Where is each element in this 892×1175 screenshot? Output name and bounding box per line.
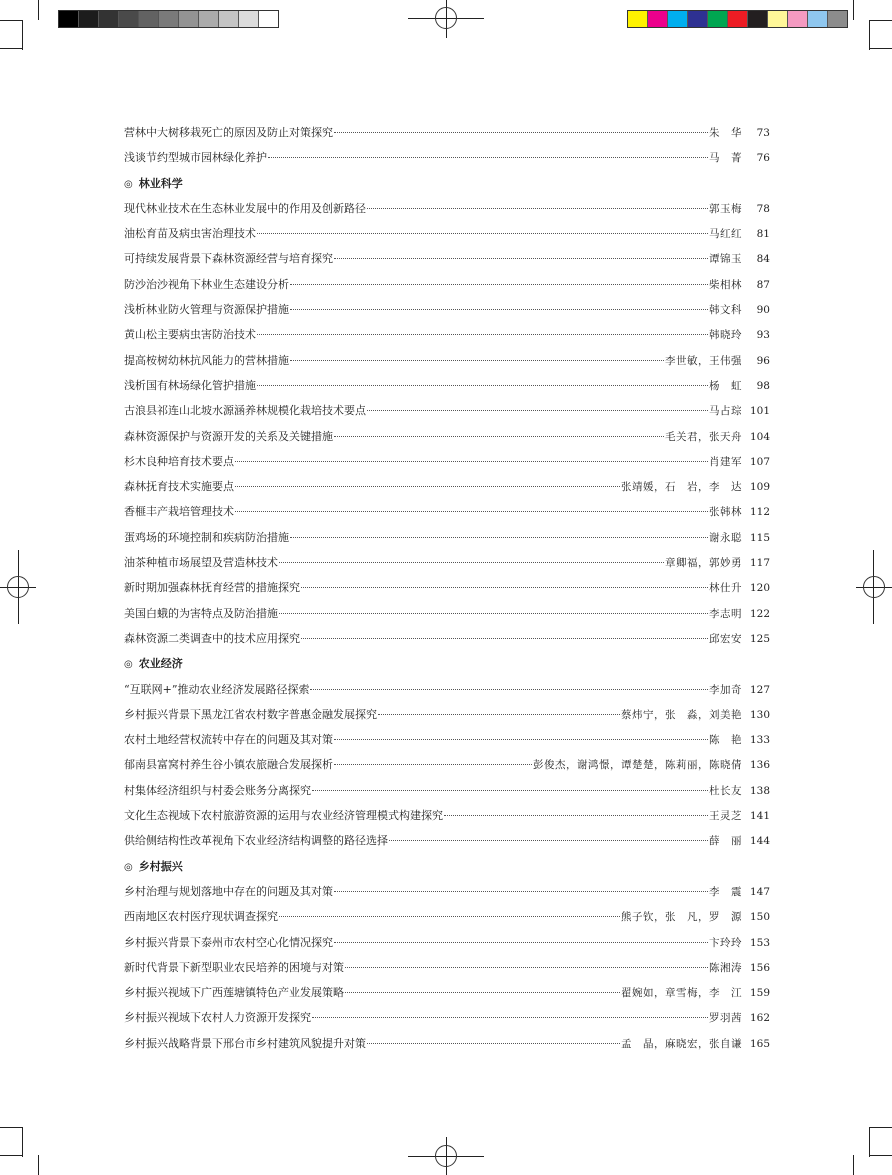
dot-leader xyxy=(378,704,620,715)
dot-leader xyxy=(235,451,708,462)
entry-title: 浅析林业防火管理与资源保护措施 xyxy=(124,303,289,317)
toc-entry[interactable] xyxy=(124,246,770,271)
entry-author: 蔡炜宁，张 淼，刘美艳 xyxy=(621,708,742,721)
crop-mark xyxy=(22,1127,23,1157)
table-of-contents xyxy=(124,120,770,1056)
toc-entry[interactable] xyxy=(124,955,770,980)
crop-mark xyxy=(0,1155,22,1156)
entry-title: 古浪县祁连山北坡水源涵养林规模化栽培技术要点 xyxy=(124,404,366,418)
entry-author: 马红红 xyxy=(709,228,742,241)
dot-leader xyxy=(257,375,708,386)
entry-page-number: 117 xyxy=(749,557,770,570)
entry-author: 郭玉梅 xyxy=(709,202,742,215)
toc-entry[interactable] xyxy=(124,297,770,322)
section-title: 乡村振兴 xyxy=(138,859,183,873)
color-swatch xyxy=(118,11,138,27)
dot-leader xyxy=(290,299,708,310)
entry-title: 香榧丰产栽培管理技术 xyxy=(124,505,234,519)
dot-leader xyxy=(279,552,664,563)
dot-leader xyxy=(444,805,708,816)
toc-entry[interactable] xyxy=(124,145,770,170)
crop-mark xyxy=(0,20,22,21)
crop-mark xyxy=(38,1155,39,1175)
color-swatch xyxy=(687,11,707,27)
crop-mark xyxy=(870,1155,892,1156)
entry-author: 马 菁 xyxy=(709,152,742,165)
dot-leader xyxy=(257,223,708,234)
entry-page-number: 115 xyxy=(749,531,770,544)
dot-leader xyxy=(334,754,532,765)
crop-mark xyxy=(853,0,854,20)
entry-author: 邱宏安 xyxy=(709,632,742,645)
dot-leader xyxy=(367,1033,620,1044)
toc-entry[interactable] xyxy=(124,196,770,221)
dot-leader xyxy=(301,628,708,639)
entry-author: 熊子钦，张 凡，罗 源 xyxy=(621,911,742,924)
dot-leader xyxy=(312,1007,708,1018)
toc-entry[interactable] xyxy=(124,626,770,651)
toc-entry[interactable] xyxy=(124,499,770,524)
toc-entry[interactable] xyxy=(124,752,770,777)
entry-page-number: 81 xyxy=(756,228,770,241)
toc-entry[interactable] xyxy=(124,803,770,828)
entry-title: 浅析国有林场绿化管护措施 xyxy=(124,378,256,392)
toc-entry[interactable] xyxy=(124,424,770,449)
toc-entry[interactable] xyxy=(124,930,770,955)
dot-leader xyxy=(290,274,708,285)
entry-page-number: 153 xyxy=(749,936,770,949)
toc-entry[interactable] xyxy=(124,120,770,145)
toc-entry[interactable] xyxy=(124,449,770,474)
dot-leader xyxy=(279,603,708,614)
entry-title: 西南地区农村医疗现状调查探究 xyxy=(124,910,278,924)
entry-author: 孟 晶，麻晓宏，张自谦 xyxy=(621,1037,742,1050)
entry-title: 村集体经济组织与村委会账务分离探究 xyxy=(124,783,311,797)
entry-page-number: 87 xyxy=(756,278,770,291)
entry-author: 朱 华 xyxy=(709,127,742,139)
color-calibration-strip xyxy=(627,10,848,28)
toc-entry[interactable] xyxy=(124,727,770,752)
section-title: 林业科学 xyxy=(138,176,183,190)
section-bullet-icon: ◎ xyxy=(124,861,133,873)
dot-leader xyxy=(389,830,708,841)
entry-page-number: 120 xyxy=(749,582,770,595)
toc-entry[interactable] xyxy=(124,398,770,423)
registration-mark-circle xyxy=(863,576,885,598)
registration-mark-circle xyxy=(435,7,457,29)
entry-title: 美国白蛾的为害特点及防治措施 xyxy=(124,606,278,620)
entry-page-number: 84 xyxy=(756,253,770,266)
entry-author: 马占琮 xyxy=(709,405,742,418)
dot-leader xyxy=(290,350,664,361)
entry-page-number: 133 xyxy=(749,734,770,747)
entry-author: 张靖媛，石 岩，李 达 xyxy=(621,481,742,494)
entry-page-number: 122 xyxy=(749,607,770,620)
entry-page-number: 109 xyxy=(749,481,770,494)
color-swatch xyxy=(707,11,727,27)
dot-leader xyxy=(268,147,708,158)
entry-title: 农村土地经营权流转中存在的问题及其对策 xyxy=(124,733,333,747)
entry-title: 乡村振兴战略背景下邢台市乡村建筑风貌提升对策 xyxy=(124,1036,366,1050)
toc-entry[interactable] xyxy=(124,474,770,499)
toc-entry[interactable] xyxy=(124,904,770,929)
toc-entry[interactable] xyxy=(124,879,770,904)
entry-author: 毛关君，张天舟 xyxy=(665,430,742,443)
toc-entry[interactable] xyxy=(124,1031,770,1056)
entry-page-number: 76 xyxy=(756,152,770,165)
crop-mark xyxy=(0,48,22,49)
entry-author: 谢永聪 xyxy=(709,531,742,544)
dot-leader xyxy=(235,476,620,487)
dot-leader xyxy=(257,324,708,335)
color-swatch xyxy=(178,11,198,27)
entry-author: 韩晓玲 xyxy=(709,329,742,342)
crop-mark xyxy=(870,20,892,21)
entry-page-number: 107 xyxy=(749,455,770,468)
toc-entry[interactable] xyxy=(124,322,770,347)
entry-author: 李世敏，王伟强 xyxy=(665,354,742,367)
section-heading xyxy=(124,171,770,196)
entry-author: 林仕升 xyxy=(709,582,742,595)
color-swatch xyxy=(747,11,767,27)
toc-entry[interactable] xyxy=(124,1005,770,1030)
entry-author: 彭俊杰，谢鸿憬，谭楚楚，陈莉丽，陈晓倩 xyxy=(533,759,742,772)
entry-page-number: 101 xyxy=(749,405,770,418)
entry-title: 蛋鸡场的环境控制和疾病防治措施 xyxy=(124,530,289,544)
section-bullet-icon: ◎ xyxy=(124,178,133,190)
toc-entry[interactable] xyxy=(124,828,770,853)
crop-mark xyxy=(38,0,39,20)
entry-page-number: 159 xyxy=(749,987,770,1000)
toc-entry[interactable] xyxy=(124,575,770,600)
toc-entry[interactable] xyxy=(124,348,770,373)
dot-leader xyxy=(367,198,708,209)
color-swatch xyxy=(827,11,847,27)
entry-page-number: 141 xyxy=(749,810,770,823)
entry-author: 王灵芝 xyxy=(709,810,742,823)
dot-leader xyxy=(279,906,620,917)
section-bullet-icon: ◎ xyxy=(124,659,133,671)
dot-leader xyxy=(334,426,664,437)
entry-title: 乡村振兴视域下广西莲塘镇特色产业发展策略 xyxy=(124,986,344,1000)
gray-calibration-strip xyxy=(58,10,279,28)
entry-page-number: 162 xyxy=(749,1012,770,1025)
entry-title: 乡村治理与规划落地中存在的问题及其对策 xyxy=(124,884,333,898)
color-swatch xyxy=(667,11,687,27)
toc-entry[interactable] xyxy=(124,525,770,550)
crop-mark xyxy=(22,20,23,50)
entry-page-number: 130 xyxy=(749,708,770,721)
entry-title: 可持续发展背景下森林资源经营与培育探究 xyxy=(124,252,333,266)
dot-leader xyxy=(345,957,708,968)
entry-author: 卞玲玲 xyxy=(709,936,742,949)
entry-author: 陈湘涛 xyxy=(709,961,742,974)
entry-page-number: 156 xyxy=(749,961,770,974)
entry-author: 柴相林 xyxy=(709,278,742,291)
entry-title: 油茶种植市场展望及营造林技术 xyxy=(124,556,278,570)
entry-title: 森林资源保护与资源开发的关系及关键措施 xyxy=(124,429,333,443)
entry-title: 油松育苗及病虫害治理技术 xyxy=(124,227,256,241)
entry-title: 森林抚育技术实施要点 xyxy=(124,480,234,494)
dot-leader xyxy=(301,577,708,588)
entry-author: 李 震 xyxy=(709,885,742,898)
entry-author: 罗羽茜 xyxy=(709,1012,742,1025)
entry-author: 李志明 xyxy=(709,607,742,620)
entry-page-number: 125 xyxy=(749,632,770,645)
entry-title: 乡村振兴背景下泰州市农村空心化情况探究 xyxy=(124,935,333,949)
entry-title: 黄山松主要病虫害防治技术 xyxy=(124,328,256,342)
entry-page-number: 136 xyxy=(749,759,770,772)
entry-title: 防沙治沙视角下林业生态建设分析 xyxy=(124,277,289,291)
entry-page-number: 96 xyxy=(756,354,770,367)
entry-page-number: 90 xyxy=(756,304,770,317)
dot-leader xyxy=(334,248,708,259)
color-swatch xyxy=(238,11,258,27)
entry-page-number: 98 xyxy=(756,379,770,392)
color-swatch xyxy=(98,11,118,27)
dot-leader xyxy=(345,982,620,993)
toc-entry[interactable] xyxy=(124,677,770,702)
color-swatch xyxy=(647,11,667,27)
entry-page-number: 165 xyxy=(749,1037,770,1050)
color-swatch xyxy=(787,11,807,27)
entry-author: 谭锦玉 xyxy=(709,253,742,266)
dot-leader xyxy=(334,932,708,943)
entry-page-number: 93 xyxy=(756,329,770,342)
toc-entry[interactable] xyxy=(124,601,770,626)
entry-title: 供给侧结构性改革视角下农业经济结构调整的路径选择 xyxy=(124,834,388,848)
entry-author: 张韩林 xyxy=(709,506,742,519)
color-swatch xyxy=(218,11,238,27)
entry-page-number: 104 xyxy=(749,430,770,443)
color-swatch xyxy=(258,11,278,27)
dot-leader xyxy=(235,501,708,512)
toc-entry[interactable] xyxy=(124,373,770,398)
entry-title: 森林资源二类调查中的技术应用探究 xyxy=(124,631,300,645)
entry-page-number: 78 xyxy=(756,202,770,215)
entry-page-number: 144 xyxy=(749,835,770,848)
entry-author: 李加奇 xyxy=(709,683,742,696)
entry-title: “互联网+”推动农业经济发展路径探索 xyxy=(124,682,310,696)
entry-author: 韩文科 xyxy=(709,304,742,317)
section-heading xyxy=(124,854,770,879)
color-swatch xyxy=(807,11,827,27)
toc-entry[interactable] xyxy=(124,980,770,1005)
entry-title: 杉木良种培育技术要点 xyxy=(124,454,234,468)
dot-leader xyxy=(334,729,708,740)
entry-page-number: 127 xyxy=(749,683,770,696)
entry-title: 浅谈节约型城市园林绿化养护 xyxy=(124,151,267,165)
toc-entry[interactable] xyxy=(124,272,770,297)
dot-leader xyxy=(367,400,708,411)
entry-title: 郁南县富窝村养生谷小镇农旅融合发展探析 xyxy=(124,758,333,772)
dot-leader xyxy=(312,780,708,791)
toc-entry[interactable] xyxy=(124,221,770,246)
entry-page-number: 73 xyxy=(756,127,770,139)
entry-title: 乡村振兴背景下黑龙江省农村数字普惠金融发展探究 xyxy=(124,707,377,721)
entry-title: 新时代背景下新型职业农民培养的困境与对策 xyxy=(124,960,344,974)
entry-author: 肖建军 xyxy=(709,455,742,468)
toc-entry[interactable] xyxy=(124,550,770,575)
dot-leader xyxy=(334,122,708,133)
crop-mark xyxy=(0,1127,22,1128)
entry-page-number: 112 xyxy=(749,506,770,519)
registration-mark-circle xyxy=(7,576,29,598)
entry-page-number: 150 xyxy=(749,911,770,924)
entry-author: 章卿福，郭妙勇 xyxy=(665,557,742,570)
color-swatch xyxy=(78,11,98,27)
crop-mark xyxy=(870,48,892,49)
entry-page-number: 147 xyxy=(749,885,770,898)
section-title: 农业经济 xyxy=(138,657,183,671)
color-swatch xyxy=(727,11,747,27)
entry-author: 杜长友 xyxy=(709,784,742,797)
entry-title: 现代林业技术在生态林业发展中的作用及创新路径 xyxy=(124,201,366,215)
color-swatch xyxy=(158,11,178,27)
entry-title: 文化生态视域下农村旅游资源的运用与农业经济管理模式构建探究 xyxy=(124,809,443,823)
crop-mark xyxy=(869,20,870,50)
entry-title: 提高桉树幼林抗风能力的营林措施 xyxy=(124,353,289,367)
toc-entry[interactable] xyxy=(124,778,770,803)
color-swatch xyxy=(59,11,78,27)
entry-author: 薛 丽 xyxy=(709,835,742,848)
crop-mark xyxy=(853,1155,854,1175)
entry-title: 营林中大树移栽死亡的原因及防止对策探究 xyxy=(124,126,333,139)
dot-leader xyxy=(290,527,708,538)
crop-mark xyxy=(869,1127,870,1157)
entry-title: 新时期加强森林抚育经营的措施探究 xyxy=(124,581,300,595)
color-swatch xyxy=(198,11,218,27)
color-swatch xyxy=(138,11,158,27)
dot-leader xyxy=(334,881,708,892)
entry-author: 杨 虹 xyxy=(709,379,742,392)
toc-entry[interactable] xyxy=(124,702,770,727)
entry-title: 乡村振兴视域下农村人力资源开发探究 xyxy=(124,1011,311,1025)
entry-author: 陈 艳 xyxy=(709,734,742,747)
registration-mark-circle xyxy=(435,1145,457,1167)
section-heading xyxy=(124,651,770,676)
entry-author: 翟婉如，章雪梅，李 江 xyxy=(621,987,742,1000)
entry-page-number: 138 xyxy=(749,784,770,797)
crop-mark xyxy=(870,1127,892,1128)
color-swatch xyxy=(767,11,787,27)
dot-leader xyxy=(310,679,708,690)
color-swatch xyxy=(628,11,647,27)
